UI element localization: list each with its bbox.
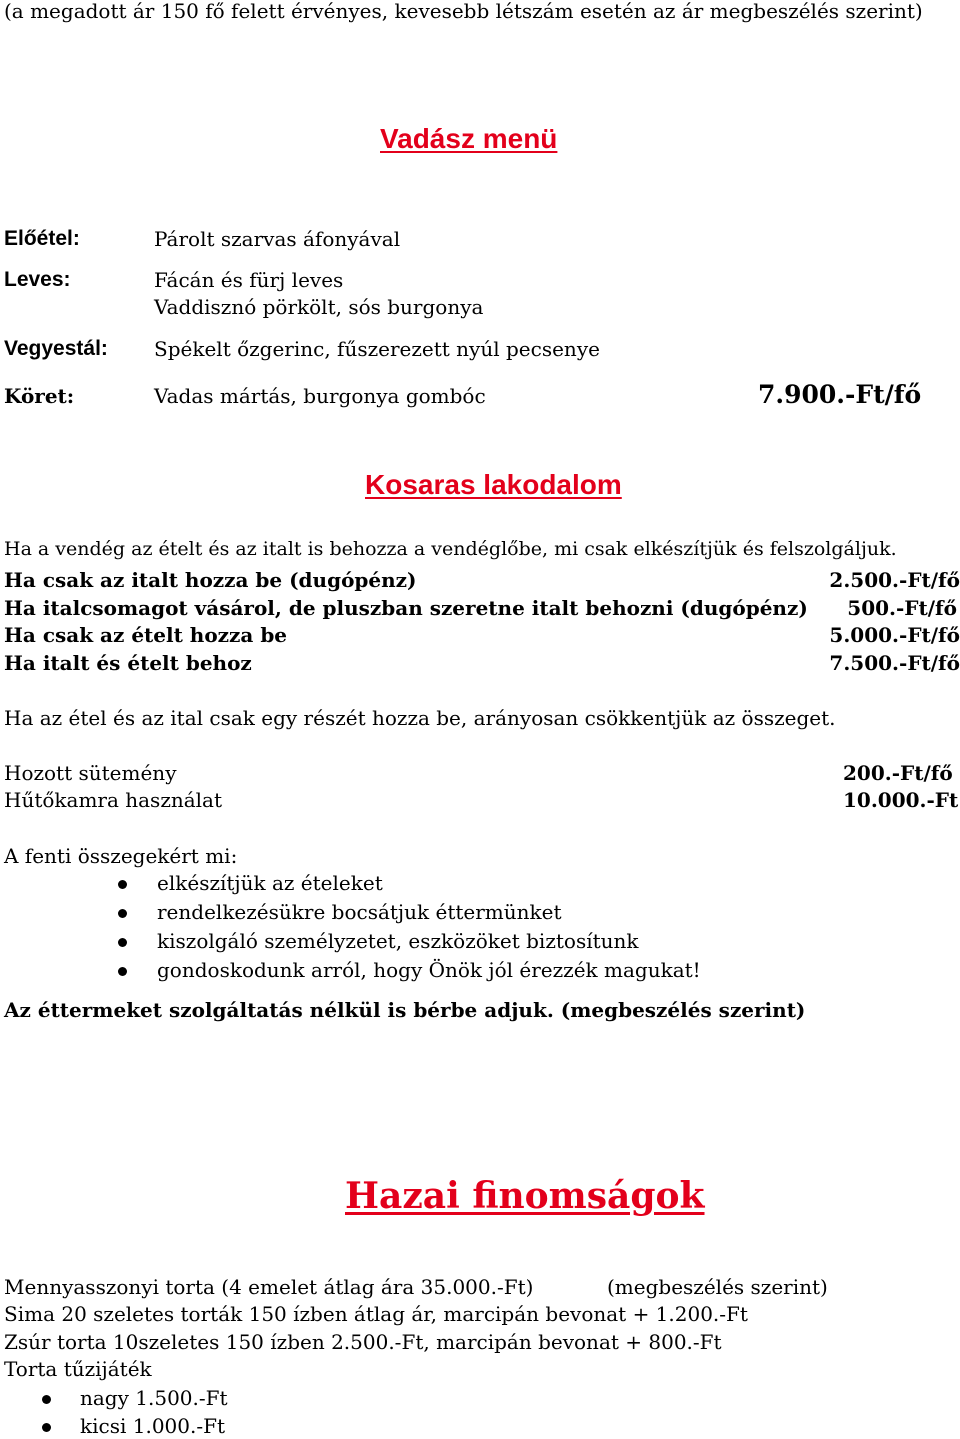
course-label-leves: Leves: <box>4 268 71 291</box>
firework-item: nagy 1.500.-Ft <box>80 1386 228 1410</box>
service-item: elkészítjük az ételeket <box>157 871 383 895</box>
bullet-icon <box>118 880 127 889</box>
firework-item: kicsi 1.000.-Ft <box>80 1414 226 1438</box>
kosaras-intro: Ha a vendég az ételt és az italt is behozza a vendéglőbe, mi csak elkészítjük és felszolgáljuk. <box>4 538 897 560</box>
extra-price: 200.-Ft/fő <box>843 761 953 785</box>
bullet-icon <box>42 1395 51 1404</box>
fee-price: 2.500.-Ft/fő <box>829 568 960 592</box>
service-item: kiszolgáló személyzetet, eszközöket biztosítunk <box>157 929 639 953</box>
kosaras-title: Kosaras lakodalom <box>365 469 622 500</box>
hazai-line: Sima 20 szeletes torták 150 ízben átlag ár, marcipán bevonat + 1.200.-Ft <box>4 1302 748 1326</box>
extra-label: Hozott sütemény <box>4 761 177 785</box>
hazai-line: Torta tűzijáték <box>4 1357 152 1381</box>
course-dish: Vadas mártás, burgonya gombóc <box>154 384 486 408</box>
course-dish: Párolt szarvas áfonyával <box>154 227 401 251</box>
fee-label: Ha csak az ételt hozza be <box>4 623 288 647</box>
services-intro: A fenti összegekért mi: <box>4 844 238 868</box>
course-dish: Fácán és fürj leves <box>154 268 344 292</box>
course-dish: Vaddisznó pörkölt, sós burgonya <box>154 295 484 319</box>
hazai-title: Hazai finomságok <box>345 1175 705 1217</box>
bullet-icon <box>42 1423 51 1432</box>
fee-label: Ha italt és ételt behoz <box>4 651 252 675</box>
bullet-icon <box>118 967 127 976</box>
course-dish: Spékelt őzgerinc, fűszerezett nyúl pecsenye <box>154 337 600 361</box>
vadasz-menu-price: 7.900.-Ft/fő <box>758 380 922 409</box>
service-item: rendelkezésükre bocsátjuk éttermünket <box>157 900 562 924</box>
partial-note: Ha az étel és az ital csak egy részét hozza be, arányosan csökkentjük az összeget. <box>4 706 836 730</box>
course-label-vegyestal: Vegyestál: <box>4 337 108 360</box>
hazai-line: Mennyasszonyi torta (4 emelet átlag ára 35.000.-Ft) <box>4 1275 534 1299</box>
fee-price: 5.000.-Ft/fő <box>829 623 960 647</box>
course-label-eloetel: Előétel: <box>4 227 80 250</box>
fee-label: Ha italcsomagot vásárol, de pluszban szeretne italt behozni (dugópénz) <box>4 596 808 620</box>
hazai-line-note: (megbeszélés szerint) <box>607 1275 828 1299</box>
fee-price: 7.500.-Ft/fő <box>829 651 960 675</box>
fee-price: 500.-Ft/fő <box>847 596 957 620</box>
bullet-icon <box>118 909 127 918</box>
course-label-koret: Köret: <box>4 384 75 408</box>
bullet-icon <box>118 938 127 947</box>
hazai-line: Zsúr torta 10szeletes 150 ízben 2.500.-Ft, marcipán bevonat + 800.-Ft <box>4 1330 722 1354</box>
vadasz-menu-title: Vadász menü <box>380 123 558 154</box>
fee-label: Ha csak az italt hozza be (dugópénz) <box>4 568 417 592</box>
service-item: gondoskodunk arról, hogy Önök jól érezzék magukat! <box>157 958 701 982</box>
rental-note: Az éttermeket szolgáltatás nélkül is bérbe adjuk. (megbeszélés szerint) <box>4 998 806 1022</box>
extra-label: Hűtőkamra használat <box>4 788 223 812</box>
top-note: (a megadott ár 150 fő felett érvényes, kevesebb létszám esetén az ár megbeszélés szerint) <box>4 0 923 23</box>
extra-price: 10.000.-Ft <box>843 788 959 812</box>
